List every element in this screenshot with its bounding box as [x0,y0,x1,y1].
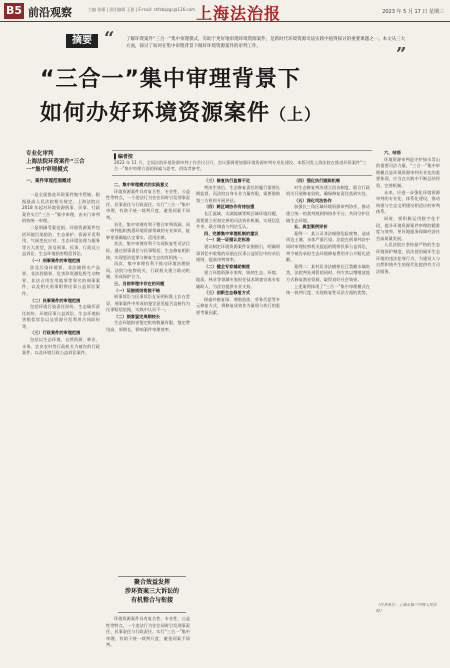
pull-quote-line: 涉环资案三大诉讼的 [124,588,179,595]
subheading: （一）证据规则衔接不畅 [114,287,161,293]
subheading: （四）强化执行跟踪机制 [294,178,341,183]
open-quote-icon: “ [104,28,115,49]
article-column-3 [196,178,280,660]
author-affiliation: （作者单位：上海市第三中级人民法院） [376,602,437,613]
paragraph: 包括环境污染责任纠纷、生态破坏责任纠纷、环境民事公益诉讼、生态环境损害赔偿诉讼以及资源开发利用合同纠纷等。 [22,304,100,329]
paragraph: 涉及污染环境罪、非法捕捞水产品罪、非法狩猎罪、危害珍贵濒危野生动物罪、非法占用农用地罪等罪名的刑事案件，以及相关刑事附带民事公益诉讼案件。 [22,264,100,296]
headline-line-2 [40,96,420,127]
article-column-2-tail [106,616,190,660]
pull-quote-rule-bottom [118,612,186,613]
subheading: 四、完善集中审理机制的建议 [204,230,259,236]
paragraph: 加强长三角区域环境资源审判协作，推动建立统一的裁判规则和协作平台，共同守护区域生态环境。 [286,204,370,223]
paragraph: 人民法院应坚持最严格的生态环境保护制度，依法惩治破坏生态环境的违法犯罪行为，为建设人与自然和谐共生的现代化提供有力司法服务。 [376,242,440,274]
page-header [0,0,450,22]
subheading: 二、集中审理模式的实践意义 [114,182,169,187]
issue-date: 2023 年 5 月 17 日 星期三 [382,9,444,15]
article-column-4 [286,178,370,660]
subheading: （三）修复执行监督不足 [204,178,251,183]
paragraph: 环境资源案件具有复合性、专业性、公益性等特点，一个违法行为往往同时引发刑事责任、民事责任与行政责任。实行“三合一”集中审理，有助于统一裁判尺度，避免同案不同判。 [106,616,190,648]
subheading: （一）统一证据认定标准 [204,237,251,243]
subheading: 六、结语 [384,150,401,155]
paragraph: 一是全面推进环资案件集中管辖。根据最高人民法院相关规定，上海法院自 2018 年起对环境资源刑事、民事、行政案件实行“三合一”集中审理，由专门审判机构统一审理。 [22,192,100,224]
paragraph: 案例二：某村民非法捕捞长江禁捕水域鱼类，法院判处刑罚的同时，判令其以增殖放流方式修复渔业资源，取得良好社会效果。 [286,263,370,282]
paragraph: 首先，集中审理有利于整合审判资源。同一审判组织熟悉环境资源领域的专业知识，能够更准确地认定事实、适用法律。 [106,221,190,240]
summary-tag: 摘要 [66,34,98,48]
editor-note-box [112,150,372,176]
editor-note-label: ▌编者按 [114,154,133,160]
intro-heading: 一、案件审理范围概述 [26,179,71,184]
subheading: （四）跨区域协作有待加强 [204,204,255,210]
paragraph: 判决生效后，生态修复责任的履行需要长期监督，而法院自身专业力量有限，需要借助第三方机构开展评估。 [196,184,280,203]
section-name: 前沿观察 [28,6,72,19]
paragraph: 案例一：某公司非法倾倒危险废物，造成周边土壤、水体严重污染。法院在刑事判决中同时审理检察机关提起的附带民事公益诉讼，判令被告承担生态环境修复费用并公开赔礼道歉。 [286,230,370,263]
paragraph: 上述案例体现了“三合一”集中审理模式在统一裁判尺度、实现恢复性司法方面的优势。 [286,283,370,296]
article-column-5 [376,150,440,598]
paragraph: 环境资源案件具有复合性、专业性、公益性等特点，一个违法行为往往同时引发刑事责任、民事责任与行政责任。实行“三合一”集中审理，有助于统一裁判尺度，避免同案不同判。 [106,188,190,220]
subheading: （二）民事案件的审理范围 [30,297,81,303]
paragraph: 建立环境资源专家库，吸纳生态、环境、地质、林业等领域专家担任技术调查官或专家辅助人，为法官提供专业支持。 [196,270,280,289]
paragraph: 同时，要积极运用数字化手段，提升环境资源案件审理的精准度与效率，更好地服务保障经济社会高质量发展。 [376,215,440,241]
summary-text: 了解环资案件“三合一”集中审理模式，有助于更好地审理环境资源案件，是新时代环境资源司法实践中值得探讨的重要课题之一。本文从三大方面，探讨了如何在集中审理背景下做好环境资源案件的审判工作。 [126,37,406,49]
paragraph: 二是明确受案范围。环境资源案件包括环境污染防治、生态保护、资源开发利用、气候变化应对、生态环境治理与服务等五大类型，涉及刑事、民事、行政及公益诉讼、生态环境损害赔偿诉讼。 [22,224,100,257]
subheading: （三）行政案件的审理范围 [30,330,81,336]
paragraph: 探索补植复绿、增殖放流、劳务代偿等多元修复方式，将修复成效作为量刑与执行的重要考量因素。 [196,296,280,315]
article-column-2 [106,182,190,574]
pull-quote-rule-top [118,576,186,577]
paragraph: 其次，集中审理有利于实现恢复性司法目标。通过刑事责任与民事赔偿、生态修复相衔接，实现惩治犯罪与修复生态的有机统一。 [106,241,190,260]
pull-quote-line: 有机整合与衔接 [130,597,173,604]
paragraph: 建议制定环境资源案件证据指引，明确刑事诉讼中收集的证据在民事公益诉讼中的采信规则，提高审判效率。 [196,243,280,263]
article-column-1 [22,192,100,660]
editor-credits: 主编 张耀 | 责任编辑 王源 | E-mail: shfzbqzgc@126.com [88,7,195,12]
pull-quote-line: 聚合效益发挥 [133,579,170,586]
byline-org: 专业化审判 [26,151,54,157]
subheading: 三、当前审理中存在的问题 [114,280,165,286]
pull-quote [114,578,190,610]
paragraph: 再次，集中审理有利于推动环境治理协同。法院与检察机关、行政机关建立联动机制，形成保护合力。 [106,261,190,280]
paragraph: 长江流域、太湖流域等跨区域环境问题，需要建立更加完善的司法协作机制，实现信息共享、联合调查与判决互认。 [196,210,280,230]
subheading: （二）损害鉴定周期较长 [114,313,161,319]
subheading: （三）创新生态修复方式 [204,290,251,296]
subheading: （五）深化司法协作 [294,197,332,203]
byline [26,150,96,174]
paragraph: 对生态修复判决建立回访制度，联合行政机关开展修复验收，确保修复责任落到实处。 [286,184,370,197]
subheading: （一）刑事案件的审理范围 [30,257,81,263]
paragraph: 生态环境损害鉴定机构数量有限，鉴定费用高、周期长，影响案件审理效率。 [106,320,190,333]
close-quote-icon: ” [396,44,407,65]
editor-note-text: 2022 年 11 月，全国法院环境资源审判工作会议召开，会议强调要加强环境资源审判专业化建设。本版刊发上海法院在推进环资案件“三合一”集中审理方面的探索与思考，供读者参考。 [114,160,367,171]
paragraph: 包括以生态环境、自然资源、林业、水务、农业农村等行政机关为被告的行政案件，以及环境行政公益诉讼案件。 [22,337,100,356]
subheading: 五、典型案例评析 [294,224,328,230]
subheading: （二）健全专家辅助制度 [204,263,251,269]
paragraph: 刑事诉讼与民事诉讼在证明标准上存在差异，刑事案件中形成的鉴定意见能否直接作为民事赔偿依据，实践中认识不一。 [106,294,190,313]
headline-main: 如何办好环境资源案件 [40,101,271,126]
paragraph: 环境资源审判是守护绿水青山的重要司法力量。“三合一”集中审理模式是环境资源审判专业化的重要体现，应当在实践中不断总结经验、完善机制。 [376,156,440,188]
page-number-badge: B5 [5,4,23,17]
paragraph: 未来，应进一步强化环境资源审判的专业化、体系化建设，推动构建与生态文明建设相适应的审判体系。 [376,189,440,215]
byline-subtitle: 上海法院环资案件“三合一”集中审理模式 [26,159,85,173]
headline-part: （上） [270,105,322,124]
headline-line-1: “三合一”集中审理背景下 [40,67,301,92]
newspaper-masthead: 上海法治报 [196,4,282,23]
